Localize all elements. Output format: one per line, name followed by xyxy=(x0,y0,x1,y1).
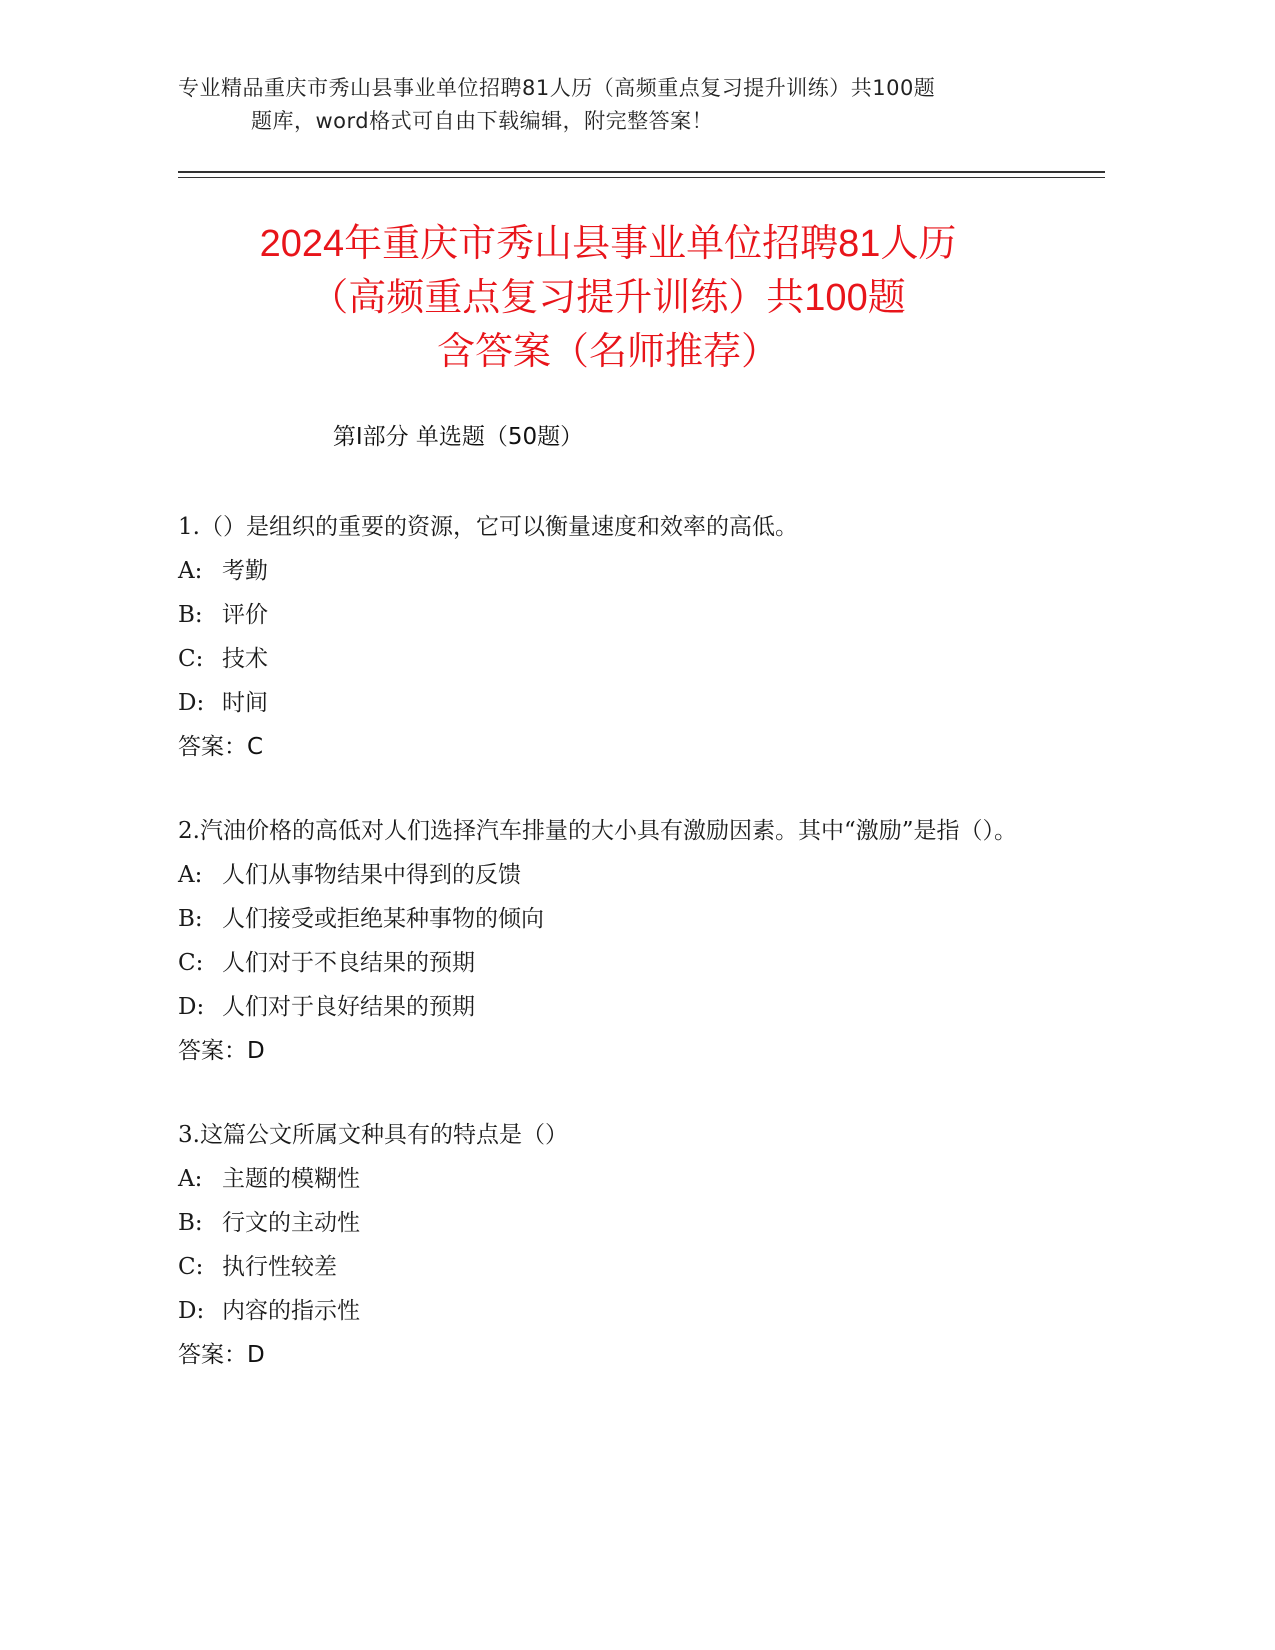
option-c xyxy=(178,941,1058,985)
option-letter: A: xyxy=(178,862,203,888)
option-d xyxy=(178,681,1058,725)
option-a xyxy=(178,1157,1058,1201)
question-1 xyxy=(178,505,1058,769)
answer-key: 答案：D xyxy=(178,1038,265,1064)
question-2 xyxy=(178,809,1058,1073)
option-text: 执行性较差 xyxy=(222,1254,337,1280)
header-rule-thick xyxy=(178,171,1105,173)
option-a xyxy=(178,549,1058,593)
option-d xyxy=(178,1289,1058,1333)
header-rule-thin xyxy=(178,177,1105,178)
option-text: 时间 xyxy=(222,690,268,716)
option-text: 技术 xyxy=(222,646,268,672)
option-letter: D: xyxy=(178,994,205,1020)
option-text: 行文的主动性 xyxy=(222,1210,360,1236)
document-title xyxy=(178,217,1038,379)
option-text: 人们对于良好结果的预期 xyxy=(222,994,475,1020)
option-letter: C: xyxy=(178,646,204,672)
question-3 xyxy=(178,1113,1058,1377)
option-text: 主题的模糊性 xyxy=(222,1166,360,1192)
option-letter: A: xyxy=(178,1166,203,1192)
option-letter: B: xyxy=(178,602,203,628)
section-heading: 第Ⅰ部分 单选题（50题） xyxy=(332,424,584,450)
header-note xyxy=(178,72,1058,138)
option-letter: A: xyxy=(178,558,203,584)
option-a xyxy=(178,853,1058,897)
option-text: 人们对于不良结果的预期 xyxy=(222,950,475,976)
option-letter: C: xyxy=(178,950,204,976)
option-letter: C: xyxy=(178,1254,204,1280)
option-b xyxy=(178,593,1058,637)
question-stem: 1.（）是组织的重要的资源，它可以衡量速度和效率的高低。 xyxy=(178,514,798,540)
option-text: 人们从事物结果中得到的反馈 xyxy=(222,862,521,888)
title-line-3: 含答案（名师推荐） xyxy=(436,331,779,373)
option-b xyxy=(178,897,1058,941)
option-b xyxy=(178,1201,1058,1245)
option-letter: D: xyxy=(178,1298,205,1324)
option-letter: B: xyxy=(178,1210,203,1236)
option-c xyxy=(178,1245,1058,1289)
option-text: 评价 xyxy=(222,602,268,628)
option-c xyxy=(178,637,1058,681)
option-text: 考勤 xyxy=(222,558,268,584)
option-letter: B: xyxy=(178,906,203,932)
answer-key: 答案：C xyxy=(178,734,264,760)
question-list xyxy=(178,505,1058,1417)
question-stem: 3.这篇公文所属文种具有的特点是（） xyxy=(178,1122,568,1148)
option-text: 人们接受或拒绝某种事物的倾向 xyxy=(222,906,544,932)
title-line-1: 2024年重庆市秀山县事业单位招聘81人历 xyxy=(259,223,957,265)
option-d xyxy=(178,985,1058,1029)
option-text: 内容的指示性 xyxy=(222,1298,360,1324)
question-stem: 2.汽油价格的高低对人们选择汽车排量的大小具有激励因素。其中“激励”是指（）。 xyxy=(178,818,1017,844)
title-line-2: （高频重点复习提升训练）共100题 xyxy=(310,277,906,319)
answer-key: 答案：D xyxy=(178,1342,265,1368)
header-note-line-2: 题库，word格式可自由下载编辑，附完整答案！ xyxy=(251,109,714,133)
header-note-line-1: 专业精品重庆市秀山县事业单位招聘81人历（高频重点复习提升训练）共100题 xyxy=(178,76,936,100)
option-letter: D: xyxy=(178,690,205,716)
